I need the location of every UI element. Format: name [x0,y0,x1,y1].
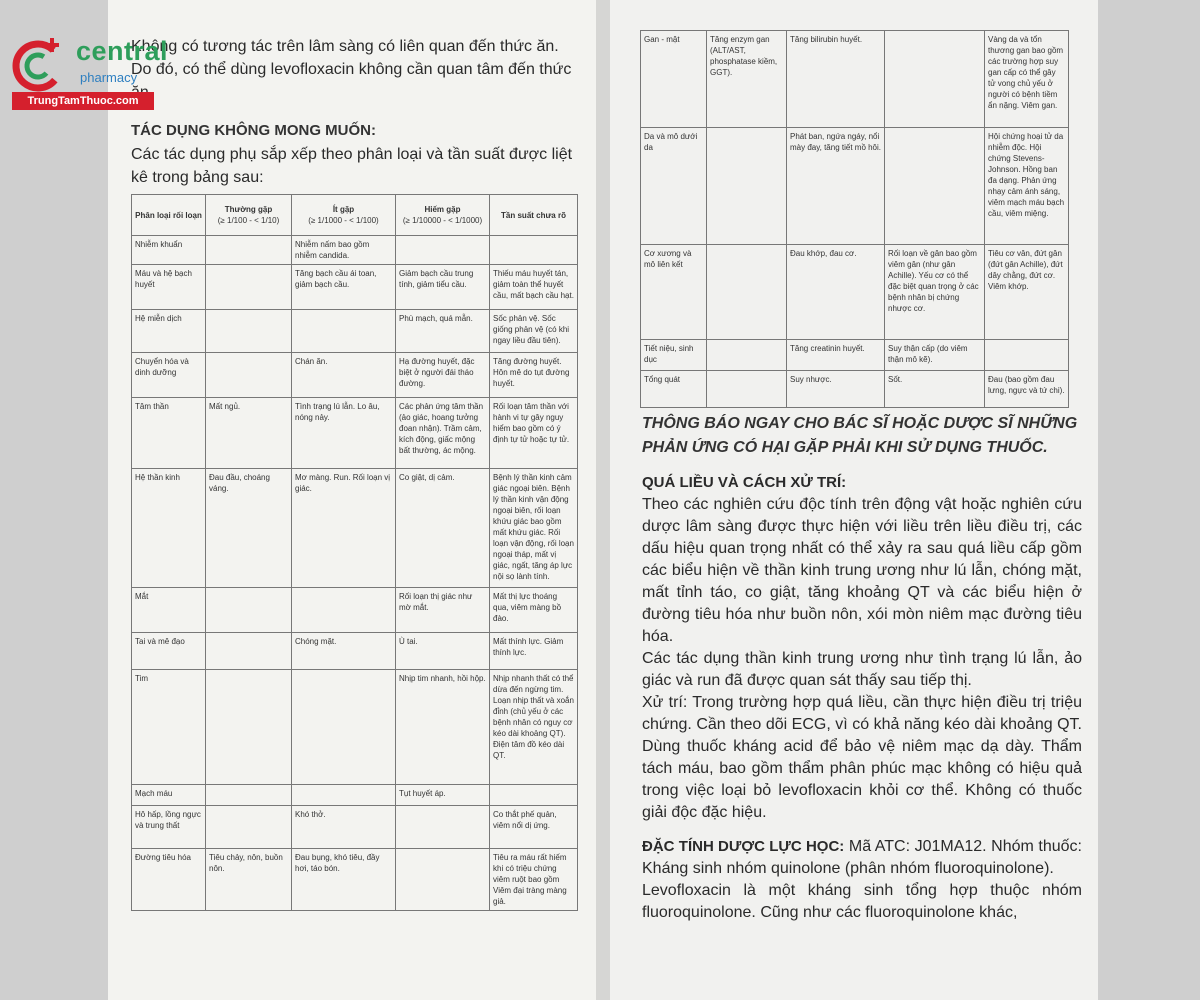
row-category: Chuyển hóa và dinh dưỡng [132,353,206,398]
column-header [206,195,292,236]
row-category: Nhiễm khuẩn [132,236,206,265]
table-cell: Nhịp tim nhanh, hồi hộp. [396,670,490,785]
table-cell: Chán ăn. [292,353,396,398]
table-cell: Ù tai. [396,633,490,670]
table-row [641,128,1069,245]
column-header-range: (≥ 1/1000 - < 1/100) [308,216,379,225]
table-cell [292,588,396,633]
table-cell [396,236,490,265]
logo-subtitle: pharmacy [80,70,138,85]
table-row [132,806,578,849]
table-header [132,195,578,236]
pharmacodynamics-text: Mã ATC: J01MA12. Nhóm thuốc: Kháng sinh nhóm quinolone (phân nhóm fluoroquinolone). [642,838,1082,877]
table-cell: Tăng creatinin huyết. [787,340,885,371]
logo-name: central [76,36,169,66]
table-row [641,31,1069,128]
table-cell: Tiêu ra máu rất hiếm khi có triệu chứng viêm ruột bao gồm Viêm đại tràng màng giả. [490,849,578,911]
table-cell: Tiêu chảy, nôn, buồn nôn. [206,849,292,911]
column-header [292,195,396,236]
column-header [490,195,578,236]
table-cell: Khó thở. [292,806,396,849]
pharmacodynamics-paragraph [642,836,1082,880]
column-header-label: Ít gặp [332,205,355,214]
table-cell [707,340,787,371]
table-cell: Rối loạn về gân bao gồm viêm gân (như gân Achille). Yếu cơ có thể đặc biệt quan trọng ở các bệnh nhân bị chứng nhược cơ. [885,245,985,340]
table-cell: Mơ màng. Run. Rối loạn vị giác. [292,469,396,588]
table-cell: Tình trạng lú lẫn. Lo âu, nóng nảy. [292,398,396,469]
table-cell [206,236,292,265]
adverse-effects-table-continued [640,30,1069,408]
table-cell: Co thắt phế quản, viêm nổi dị ứng. [490,806,578,849]
table-cell [707,371,787,408]
table-row [132,670,578,785]
overdose-paragraph-1: Theo các nghiên cứu độc tính trên động vật hoặc nghiên cứu dược lâm sàng được thực hiện với liều trên liều điều trị, các dấu hiệu quan trọng nhất có thể xảy ra sau quá liều cấp gồm các biểu hiện về thần kinh trung ương như lú lẫn, chóng mặt, mất tỉnh táo, co giật, tăng khoảng QT và các biểu hiện ở đường tiêu hóa như buồn nôn, xói mòn niêm mạc đường tiêu hóa. [642,496,1082,645]
table-cell [396,849,490,911]
table-cell: Tiêu cơ vân, đứt gân (đứt gân Achille), đứt dây chằng, đứt cơ. Viêm khớp. [985,245,1069,340]
column-header-range: (≥ 1/10000 - < 1/1000) [402,216,483,225]
table-row [132,469,578,588]
table-cell [292,310,396,353]
left-page [108,0,596,1000]
table-cell: Sốt. [885,371,985,408]
column-header-label: Hiếm gặp [424,205,461,214]
table-cell: Rối loạn tâm thần với hành vi tự gây nguy hiểm bao gồm có ý định tự tử hoặc tự tử. [490,398,578,469]
table-cell: Mất thị lực thoáng qua, viêm màng bồ đào. [490,588,578,633]
row-category: Tiết niệu, sinh dục [641,340,707,371]
adverse-effects-intro: Các tác dụng phụ sắp xếp theo phân loại và tần suất được liệt kê trong bảng sau: [131,146,573,186]
table-cell [206,806,292,849]
column-header [132,195,206,236]
table-row [132,785,578,806]
table-cell [206,785,292,806]
table-row [132,310,578,353]
table-cell [206,633,292,670]
overdose-title: QUÁ LIỀU VÀ CÁCH XỬ TRÍ: [642,474,847,491]
table-cell: Tăng bilirubin huyết. [787,31,885,128]
table-cell [206,670,292,785]
table-cell: Mất thính lực. Giảm thính lực. [490,633,578,670]
overdose-section [642,472,1082,924]
logo-mark-icon [10,32,72,94]
table-cell [885,31,985,128]
row-category: Hô hấp, lồng ngực và trung thất [132,806,206,849]
table-cell: Suy nhược. [787,371,885,408]
central-pharmacy-logo[interactable] [8,30,169,120]
table-cell: Các phản ứng tâm thần (ảo giác, hoang tưởng đoan nhận). Trầm cảm, kích động, giấc mộng bất thường, ác mộng. [396,398,490,469]
table-cell: Nhiễm nấm bao gồm nhiễm candida. [292,236,396,265]
table-cell: Tăng đường huyết. Hôn mê do tụt đường huyết. [490,353,578,398]
row-category: Cơ xương và mô liên kết [641,245,707,340]
table-row [132,588,578,633]
table-cell: Phù mạch, quá mẫn. [396,310,490,353]
table-cell: Hạ đường huyết, đặc biệt ở người đái tháo đường. [396,353,490,398]
overdose-paragraph-2: Các tác dụng thần kinh trung ương như tình trạng lú lẫn, ảo giác và run đã được quan sát thấy sau tiếp thị. [642,650,1082,689]
column-header-label: Phân loại rối loạn [135,210,202,220]
table-cell [490,236,578,265]
table-cell: Bệnh lý thần kinh cảm giác ngoại biên. Bệnh lý thần kinh vận động ngoại biên, rối loạn khứu giác bao gồm mất khứu giác. Rối loạn vận động, rối loạn ngoại tháp, mất vị giác, ngất, tăng áp lực nội sọ lành tính. [490,469,578,588]
table-cell [707,128,787,245]
table-row [132,398,578,469]
table-cell: Giảm bạch cầu trung tính, giảm tiểu cầu. [396,265,490,310]
table-row [132,633,578,670]
table-cell: Chóng mặt. [292,633,396,670]
intro-paragraph: Không có tương tác trên lâm sàng có liên quan đến thức ăn. Do đó, có thể dùng levofloxacin không cần quan tâm đến thức [131,38,572,78]
book-gutter [596,0,610,1000]
pharmacodynamics-text-2: Levofloxacin là một kháng sinh tổng hợp thuộc nhóm fluoroquinolone. Cũng như các fluoroquinolone khác, [642,882,1082,921]
table-cell: Nhịp nhanh thất có thể dừa đến ngừng tim. Loạn nhịp thất và xoắn đỉnh (chủ yếu ở các bệnh nhân có nguy cơ kéo dài khoảng QT). Điện tâm đồ kéo dài QT. [490,670,578,785]
row-category: Đường tiêu hóa [132,849,206,911]
row-category: Tổng quát [641,371,707,408]
table-cell [490,785,578,806]
table-row [132,353,578,398]
table-cell [292,670,396,785]
table-cell [292,785,396,806]
table-row [641,245,1069,340]
table-cell: Thiếu máu huyết tán, giảm toàn thể huyết cầu, mất bạch cầu hạt. [490,265,578,310]
table-row [132,236,578,265]
table-cell: Tụt huyết áp. [396,785,490,806]
overdose-paragraph-3: Xử trí: Trong trường hợp quá liều, cần thực hiện điều trị triệu chứng. Cần theo dõi ECG, vì có khả năng kéo dài khoảng QT. Dùng thuốc kháng acid để bảo vệ niêm mạc dạ dày. Thẩm tách máu, bao gồm thẩm phân phúc mạc không có hiệu quả trong việc loại bỏ levofloxacin khỏi cơ thể. Không có thuốc giải độc đặc hiệu. [642,694,1082,821]
row-category: Mắt [132,588,206,633]
table-cell: Tăng enzym gan (ALT/AST, phosphatase kiềm, GGT). [707,31,787,128]
table-cell: Đau đầu, choáng váng. [206,469,292,588]
table-cell: Sốc phản vệ. Sốc giống phản vệ (có khi ngay liều đầu tiên). [490,310,578,353]
row-category: Hệ miễn dịch [132,310,206,353]
row-category: Máu và hệ bạch huyết [132,265,206,310]
table-cell: Vàng da và tổn thương gan bao gồm các trường hợp suy gan cấp có thể gây tử vong chủ yếu ở người có bệnh tiềm ẩn nặng. Viêm gan. [985,31,1069,128]
table-cell: Co giật, dị cảm. [396,469,490,588]
table-cell: Mất ngủ. [206,398,292,469]
right-page [610,0,1098,1000]
row-category: Tâm thần [132,398,206,469]
pharmacodynamics-title: ĐẶC TÍNH DƯỢC LỰC HỌC: [642,838,845,855]
table-cell: Hội chứng hoại tử da nhiễm độc. Hội chứng Stevens-Johnson. Hồng ban đa dạng. Phản ứng nhạy cảm ánh sáng, viêm mạch máu bạch cầu, viêm miệng. [985,128,1069,245]
row-category: Tim [132,670,206,785]
table-cell [206,353,292,398]
table-cell: Phát ban, ngứa ngáy, nổi mày đay, tăng tiết mồ hôi. [787,128,885,245]
table-row [641,340,1069,371]
table-cell [885,128,985,245]
table-cell: Đau khớp, đau cơ. [787,245,885,340]
table-row [132,265,578,310]
row-category: Da và mô dưới da [641,128,707,245]
table-cell [206,310,292,353]
table-cell [206,265,292,310]
table-header-row [132,195,578,236]
adverse-notice: THÔNG BÁO NGAY CHO BÁC SĨ HOẶC DƯỢC SĨ NHỮNG PHẢN ỨNG CÓ HẠI GẶP PHẢI KHI SỬ DỤNG THUỐC. [642,415,1078,456]
column-header [396,195,490,236]
row-category: Mạch máu [132,785,206,806]
table-cell: Rối loạn thị giác như mờ mắt. [396,588,490,633]
table-body-continued [641,31,1069,408]
row-category: Tai và mê đạo [132,633,206,670]
row-category: Hệ thần kinh [132,469,206,588]
row-category: Gan - mật [641,31,707,128]
table-body [132,236,578,911]
adverse-effects-table [131,194,578,911]
table-cell: Tăng bạch cầu ái toan, giảm bạch cầu. [292,265,396,310]
table-cell: Đau (bao gồm đau lưng, ngực và tứ chi). [985,371,1069,408]
table-cell [396,806,490,849]
column-header-label: Thường gặp [224,205,273,214]
adverse-effects-title: TÁC DỤNG KHÔNG MONG MUỐN: [131,122,376,139]
table-cell: Suy thận cấp (do viêm thận mô kẽ). [885,340,985,371]
table-row [641,371,1069,408]
table-cell [985,340,1069,371]
table-cell: Đau bụng, khó tiêu, đầy hơi, táo bón. [292,849,396,911]
table-cell [707,245,787,340]
column-header-label: Tần suất chưa rõ [501,210,566,220]
table-row [132,849,578,911]
logo-url-bar: TrungTamThuoc.com [12,92,154,110]
table-cell [206,588,292,633]
column-header-range: (≥ 1/100 - < 1/10) [217,216,280,225]
